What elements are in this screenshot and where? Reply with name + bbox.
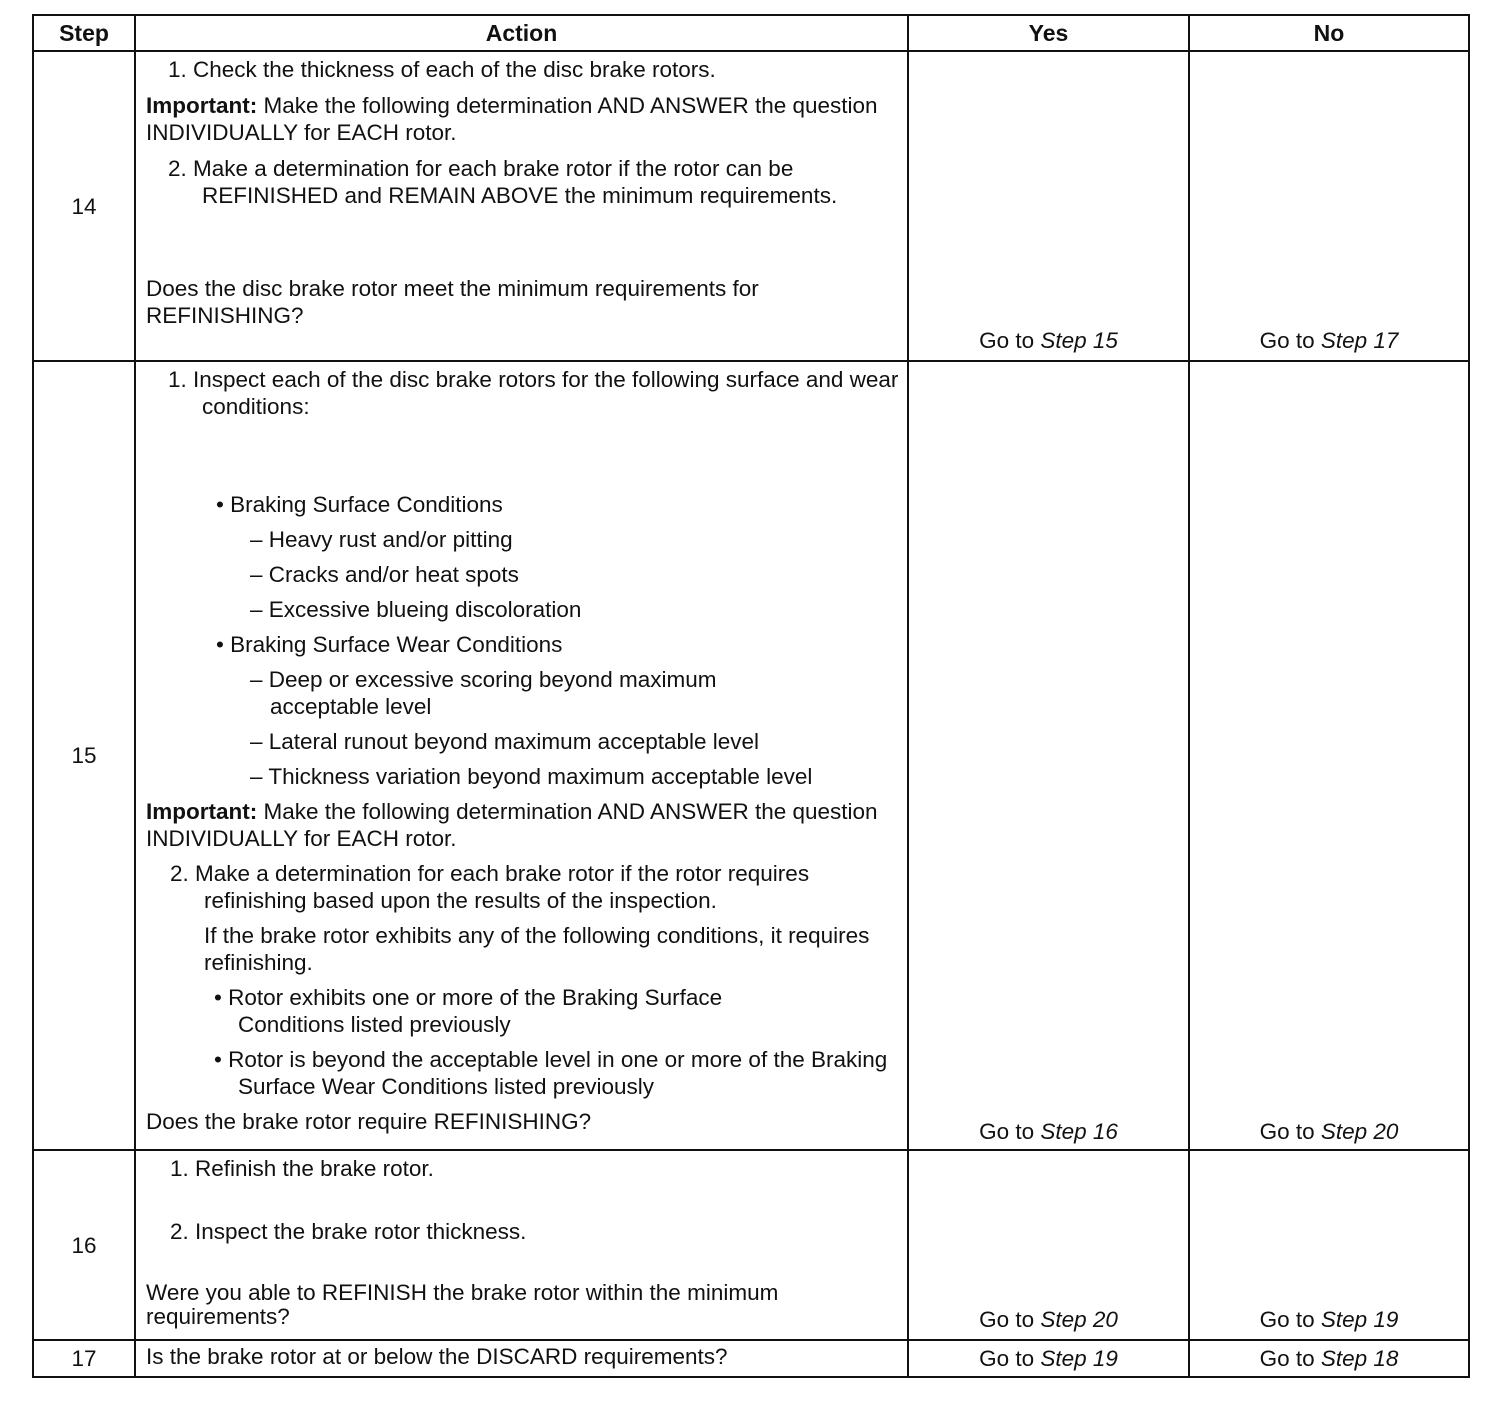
action-question: Is the brake rotor at or below the DISCARD requirements? xyxy=(146,1344,728,1369)
yes-prefix: Go to xyxy=(979,1346,1041,1371)
action-step-2: 2. Make a determination for each brake rotor if the rotor requires refinishing based upon the results of the inspection. xyxy=(170,861,810,913)
important-label: Important: xyxy=(146,93,258,118)
step-number: 15 xyxy=(33,361,135,1150)
no-step-link[interactable]: Step 18 xyxy=(1320,1346,1399,1371)
condition-item: – Lateral runout beyond maximum acceptable level xyxy=(250,729,760,754)
yes-cell xyxy=(908,51,1189,361)
no-cell xyxy=(1189,51,1469,361)
important-note xyxy=(146,92,899,146)
yes-cell xyxy=(908,1340,1189,1377)
important-label: Important: xyxy=(146,799,258,824)
header-action: Action xyxy=(135,15,908,51)
no-step-link[interactable]: Step 20 xyxy=(1320,1119,1399,1144)
condition-item: – Deep or excessive scoring beyond maximum acceptable level xyxy=(250,667,717,719)
action-cell xyxy=(135,1150,908,1340)
step-number: 17 xyxy=(33,1340,135,1377)
header-yes: Yes xyxy=(908,15,1189,51)
action-step-1: 1. Inspect each of the disc brake rotors for the following surface and wear conditions: xyxy=(168,367,899,419)
bullet-braking-surface-conditions: • Braking Surface Conditions xyxy=(216,492,503,517)
step-number: 14 xyxy=(33,51,135,361)
table-row-step-15 xyxy=(33,361,1469,1150)
header-no: No xyxy=(1189,15,1469,51)
condition-item: – Excessive blueing discoloration xyxy=(250,597,582,622)
step-number: 16 xyxy=(33,1150,135,1340)
yes-prefix: Go to xyxy=(979,1307,1041,1332)
important-text: Make the following determination AND ANSWER the question INDIVIDUALLY for EACH rotor. xyxy=(146,93,878,145)
no-prefix: Go to xyxy=(1259,1307,1321,1332)
action-step-1: 1. Refinish the brake rotor. xyxy=(170,1156,434,1181)
refinish-condition-2: • Rotor is beyond the acceptable level in one or more of the Braking Surface Wear Conditions listed previously xyxy=(214,1047,888,1099)
action-step-1: 1. Check the thickness of each of the disc brake rotors. xyxy=(168,57,716,82)
yes-prefix: Go to xyxy=(979,1119,1041,1144)
yes-prefix: Go to xyxy=(979,328,1041,353)
no-cell xyxy=(1189,1150,1469,1340)
no-prefix: Go to xyxy=(1259,1346,1321,1371)
action-question: Does the brake rotor require REFINISHING? xyxy=(146,1109,592,1134)
header-step: Step xyxy=(33,15,135,51)
no-step-link[interactable]: Step 19 xyxy=(1320,1307,1399,1332)
yes-step-link[interactable]: Step 20 xyxy=(1040,1307,1118,1332)
action-cell xyxy=(135,51,908,361)
yes-cell xyxy=(908,1150,1189,1340)
action-question: Were you able to REFINISH the brake rotor within the minimum requirements? xyxy=(146,1280,779,1329)
no-prefix: Go to xyxy=(1259,1119,1321,1144)
no-prefix: Go to xyxy=(1259,328,1321,353)
action-cell xyxy=(135,1340,908,1377)
table-row-step-14 xyxy=(33,51,1469,361)
action-step-2-detail: If the brake rotor exhibits any of the following conditions, it requires refinishing. xyxy=(204,923,870,975)
no-step-link[interactable]: Step 17 xyxy=(1320,328,1399,353)
important-text: Make the following determination AND ANSWER the question INDIVIDUALLY for EACH rotor. xyxy=(146,799,878,851)
no-cell xyxy=(1189,1340,1469,1377)
yes-cell xyxy=(908,361,1189,1150)
yes-step-link[interactable]: Step 19 xyxy=(1040,1346,1118,1371)
action-question: Does the disc brake rotor meet the minimum requirements for REFINISHING? xyxy=(146,276,759,328)
no-cell xyxy=(1189,361,1469,1150)
table-row-step-17 xyxy=(33,1340,1469,1377)
action-step-2: 2. Make a determination for each brake rotor if the rotor can be REFINISHED and REMAIN ABOVE the minimum requirements. xyxy=(168,156,838,208)
condition-item: – Cracks and/or heat spots xyxy=(250,562,519,587)
yes-step-link[interactable]: Step 15 xyxy=(1040,328,1118,353)
bullet-braking-surface-wear-conditions: • Braking Surface Wear Conditions xyxy=(216,632,563,657)
diagnostic-table xyxy=(32,14,1470,1378)
table-row-step-16 xyxy=(33,1150,1469,1340)
important-note xyxy=(146,798,899,852)
action-step-2: 2. Inspect the brake rotor thickness. xyxy=(170,1219,527,1244)
header-row xyxy=(33,15,1469,51)
yes-step-link[interactable]: Step 16 xyxy=(1040,1119,1118,1144)
refinish-condition-1: • Rotor exhibits one or more of the Braking Surface Conditions listed previously xyxy=(214,985,723,1037)
condition-item: – Thickness variation beyond maximum acceptable level xyxy=(250,764,813,789)
condition-item: – Heavy rust and/or pitting xyxy=(250,527,513,552)
action-cell xyxy=(135,361,908,1150)
